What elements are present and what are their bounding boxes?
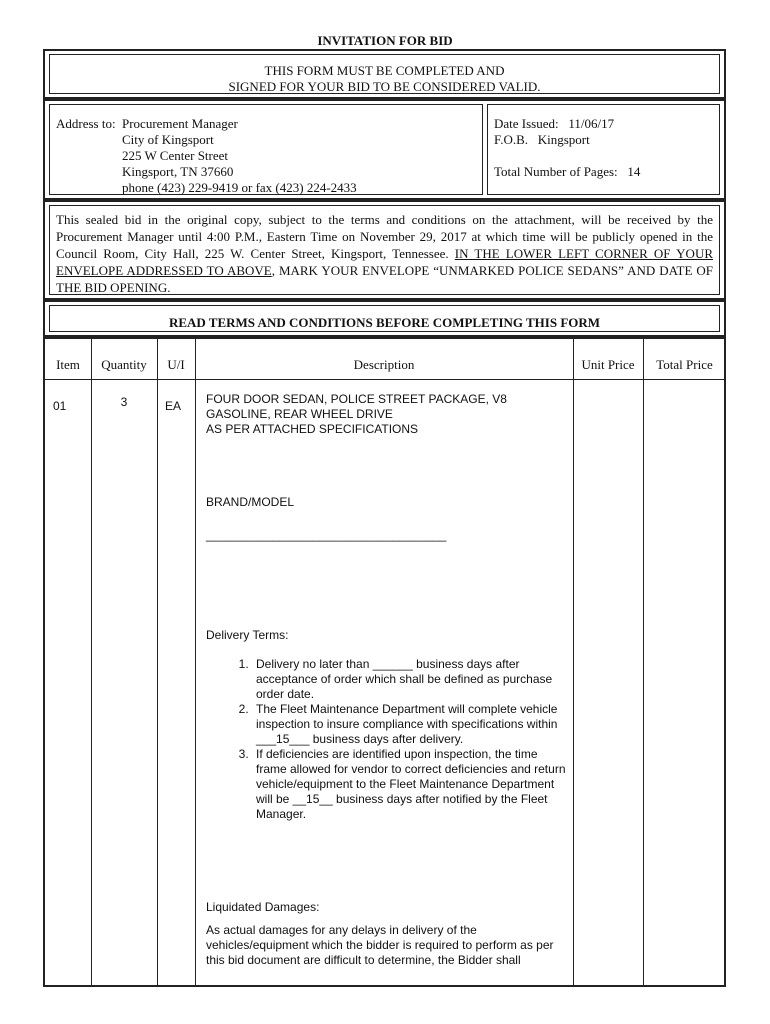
page-title: INVITATION FOR BID [317, 33, 453, 48]
header-quantity: Quantity [101, 357, 147, 372]
address-block [49, 104, 483, 195]
bid-table [43, 337, 726, 987]
desc-line-2: GASOLINE, REAR WHEEL DRIVE [206, 407, 393, 421]
delivery-term: 3. If deficiencies are identified upon inspection, the time frame allowed for vendor to correct deficiencies and return vehicle/equipment to the Fleet Maintenance Department will be __15__ business days after notified by the Fleet Manager. [252, 747, 571, 822]
address-label: Address to: [56, 116, 116, 131]
header-unit-price: Unit Price [581, 357, 635, 372]
delivery-terms-label: Delivery Terms: [206, 628, 289, 642]
delivery-terms-list [206, 657, 571, 822]
row-item: 01 [53, 399, 67, 413]
header-item: Item [56, 357, 80, 372]
address-line-4: Kingsport, TN 37660 [122, 164, 234, 179]
liquidated-damages-label: Liquidated Damages: [206, 900, 320, 914]
brand-model-label: BRAND/MODEL [206, 495, 295, 509]
sealed-text-1: This sealed bid in the original copy, subject to the terms and conditions on the attachment, will be received by the Procurement Manager until 4:00 P.M., Eastern Time on November 29, 2017 at which time will be publicly opened in the Council Room, City Hall, 225 W. Center Street, Kingsport, Tennessee. [56, 212, 713, 261]
notice-line-2: SIGNED FOR YOUR BID TO BE CONSIDERED VALID. [228, 79, 541, 94]
delivery-term: 1. Delivery no later than ______ business days after acceptance of order which shall be defined as purchase order date. [252, 657, 571, 702]
header-description: Description [353, 357, 415, 372]
brand-model-blank: ____________________________________ [206, 528, 447, 542]
header-ui: U/I [167, 357, 185, 372]
fob: F.O.B. Kingsport [494, 132, 590, 147]
sealed-bid-box [43, 200, 726, 300]
notice-line-1: THIS FORM MUST BE COMPLETED AND [264, 63, 505, 78]
address-line-5: phone (423) 229-9419 or fax (423) 224-2433 [122, 180, 357, 195]
desc-line-1: FOUR DOOR SEDAN, POLICE STREET PACKAGE, V8 [206, 392, 507, 406]
sealed-text-2: , MARK YOUR ENVELOPE “UNMARKED POLICE SEDANS” AND DATE OF THE BID OPENING. [56, 263, 713, 295]
notice-box [43, 49, 726, 99]
header-total-price: Total Price [656, 357, 713, 372]
delivery-term: 2. The Fleet Maintenance Department will complete vehicle inspection to insure compliance with specifications within ___15___ business days after delivery. [252, 702, 571, 747]
issue-block [487, 104, 720, 195]
row-description [206, 392, 571, 968]
address-line-1: Procurement Manager [122, 116, 238, 131]
read-terms-box [43, 300, 726, 337]
address-box [43, 99, 726, 200]
address-line-2: City of Kingsport [122, 132, 214, 147]
desc-line-3: AS PER ATTACHED SPECIFICATIONS [206, 422, 419, 436]
sealed-underlined: IN THE LOWER LEFT CORNER OF YOUR ENVELOPE ADDRESSED TO ABOVE [56, 246, 714, 278]
date-issued: Date Issued: 11/06/17 [494, 116, 615, 131]
row-quantity: 3 [120, 395, 128, 409]
address-line-3: 225 W Center Street [122, 148, 229, 163]
read-terms-heading: READ TERMS AND CONDITIONS BEFORE COMPLETING THIS FORM [49, 305, 720, 332]
total-pages: Total Number of Pages: 14 [494, 164, 641, 179]
row-ui: EA [165, 399, 182, 413]
liquidated-damages-text: As actual damages for any delays in delivery of the vehicles/equipment which the bidder is required to perform as per this bid document are difficult to determine, the Bidder shall [206, 923, 554, 967]
